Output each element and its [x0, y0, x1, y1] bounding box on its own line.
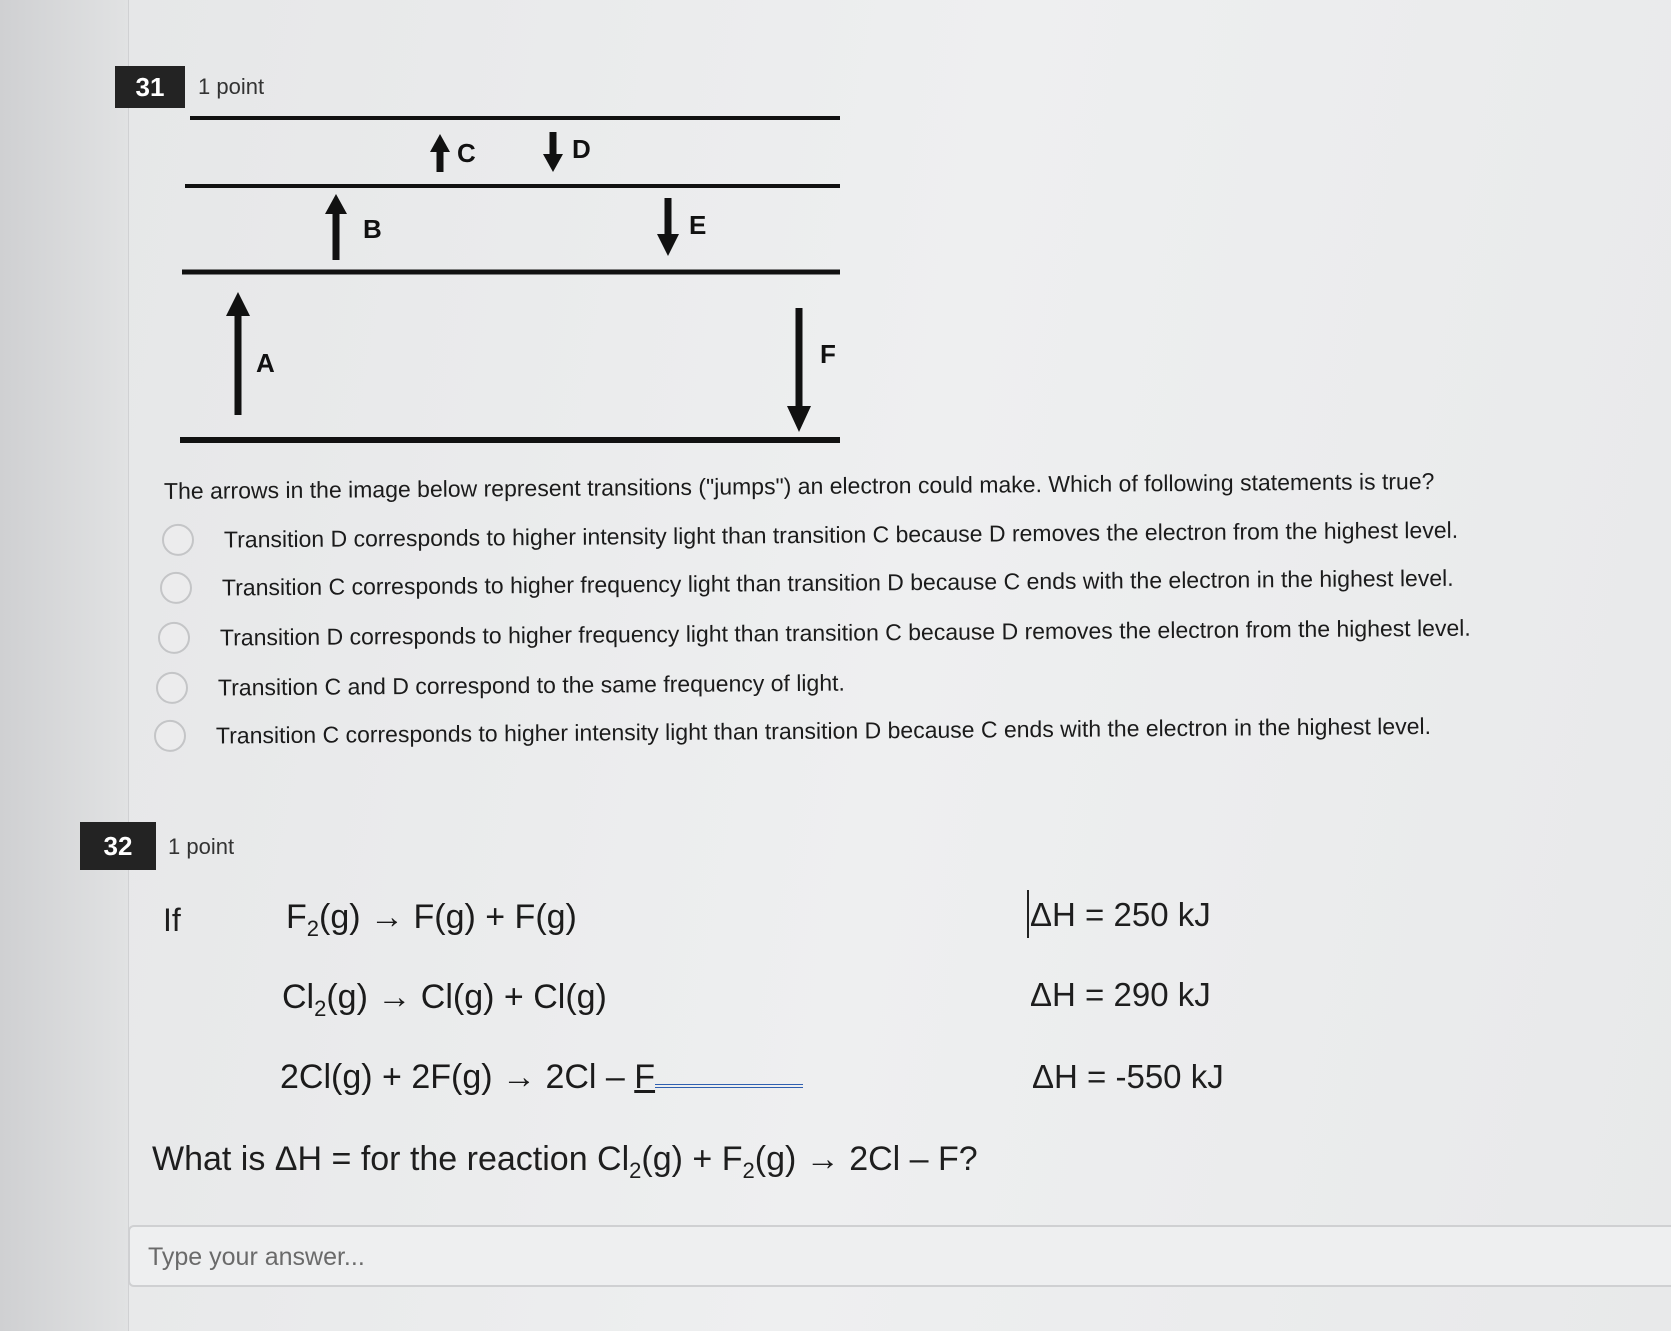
answer-option-4[interactable] — [156, 667, 845, 704]
question-32-number: 32 — [80, 822, 156, 870]
answer-option-text: Transition C corresponds to higher intensity light than transition D because C ends with the electron in the highest level. — [215, 712, 1432, 749]
question-31-number: 31 — [115, 66, 185, 108]
if-label: If — [163, 902, 181, 938]
answer-option-text: Transition D corresponds to higher frequency light than transition C because D removes the electron from the highest level. — [219, 614, 1471, 651]
question-32-points: 1 point — [168, 834, 235, 859]
enthalpy-2: ΔH = 290 kJ — [1030, 976, 1211, 1013]
radio-button[interactable] — [154, 720, 186, 752]
equation-1: $F_2(g) \to F(g) + F(g)$ — [286, 898, 577, 941]
transition-arrow-b — [325, 194, 382, 260]
radio-button[interactable] — [162, 524, 194, 556]
underline-decoration — [655, 1074, 803, 1088]
enthalpy-3: ΔH = -550 kJ — [1032, 1058, 1224, 1095]
transition-label-e: E — [689, 210, 707, 240]
transition-label-a: A — [256, 348, 275, 378]
answer-input[interactable]: Type your answer... — [128, 1225, 1671, 1287]
transition-arrow-c — [430, 134, 476, 172]
question-32-prompt: What is ΔH = for the reaction $Cl_2(g) + F_2(g) \to 2Cl - F$? — [152, 1140, 978, 1183]
question-31-prompt: The arrows in the image below represent transitions ("jumps") an electron could make. Which of following statements is true? — [163, 468, 1435, 504]
transition-arrow-d — [543, 132, 591, 172]
equation-2: $Cl_2(g) \to Cl(g) + Cl(g)$ — [282, 978, 607, 1021]
question-31-points: 1 point — [198, 74, 265, 99]
underlined-product: F — [634, 1058, 656, 1096]
answer-option-text: Transition C corresponds to higher frequency light than transition D because C ends with the electron in the highest level. — [221, 564, 1454, 601]
equation-3: 2Cl(g) + 2F(g) → 2Cl – F — [280, 1058, 803, 1097]
transition-arrow-a — [226, 292, 275, 415]
radio-button[interactable] — [160, 572, 192, 604]
transition-arrow-e — [657, 198, 706, 256]
radio-button[interactable] — [156, 672, 188, 704]
enthalpy-1: ΔH = 250 kJ — [1030, 896, 1211, 933]
answer-option-text: Transition D corresponds to higher intensity light than transition C because D removes the electron from the highest level. — [223, 516, 1459, 553]
transition-label-b: B — [363, 214, 382, 244]
text-cursor — [1027, 890, 1029, 938]
answer-option-text: Transition C and D correspond to the same frequency of light. — [217, 669, 845, 701]
transition-label-d: D — [572, 134, 591, 164]
radio-button[interactable] — [158, 622, 190, 654]
transition-arrow-f — [787, 308, 836, 432]
transition-label-c: C — [457, 138, 476, 168]
page-edge — [0, 0, 135, 1331]
energy-level-diagram — [180, 110, 880, 470]
transition-label-f: F — [820, 339, 836, 369]
